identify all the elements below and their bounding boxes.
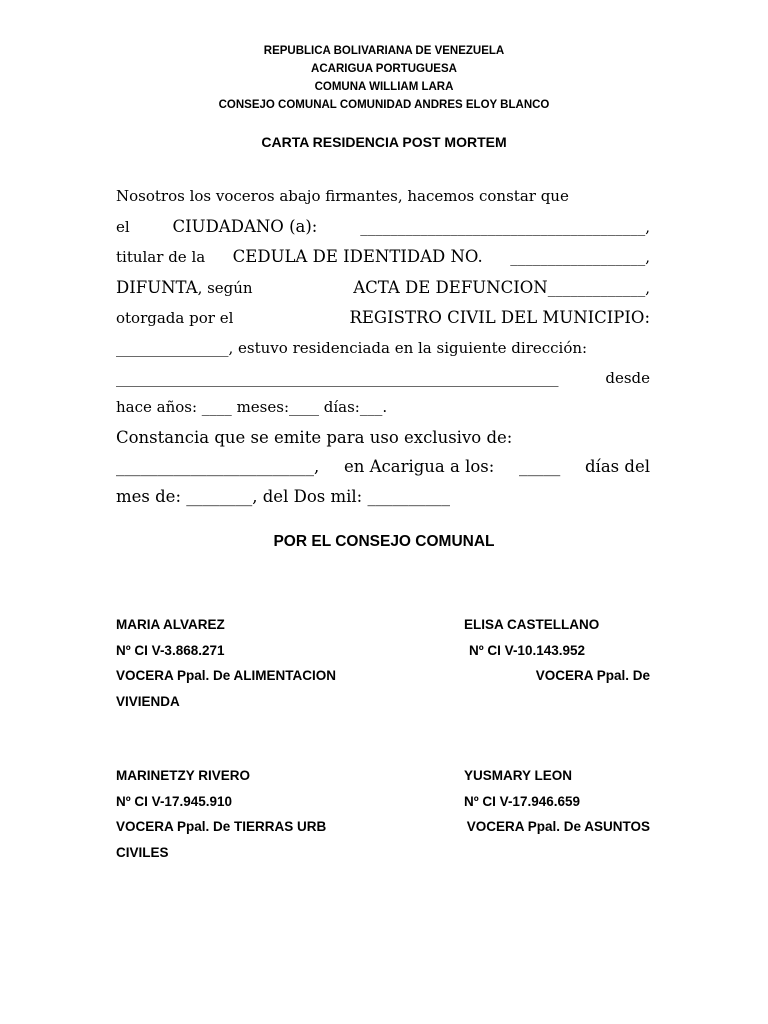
body-line-3 [116,242,650,273]
body-line-6-text: _______________, estuvo residenciada en la siguiente dirección: [116,338,588,357]
certificate-body [116,182,650,512]
id-card-blank: __________________, [510,248,650,267]
signatory-name: ELISA CASTELLANO [464,617,600,632]
body-line-10-days: días del [585,457,650,477]
header-city: ACARIGUA PORTUGUESA [311,63,457,75]
death-certificate-label: ACTA DE DEFUNCION [353,277,548,297]
body-line-9-text: Constancia que se emite para uso exclusivo de: [116,427,513,447]
body-line-4-segun: , según [197,278,253,297]
body-line-8 [116,393,650,423]
date-text: mes de: ________, del Dos mil: __________ [116,486,450,506]
signatory-maria-alvarez [116,612,386,714]
duration-text: hace años: ____ meses:____ días:___. [116,398,388,417]
body-line-2-el: el [116,217,130,236]
header-council: CONSEJO COMUNAL COMUNIDAD ANDRES ELOY BLANCO [218,99,550,111]
signatory-ci: Nº CI V-10.143.952 [469,642,586,658]
signatory-ci: Nº CI V-17.945.910 [116,793,233,809]
signatory-role: VOCERA Ppal. De ASUNTOS [466,819,650,834]
header-country: REPUBLICA BOLIVARIANA DE VENEZUELA [263,45,505,57]
header-comuna: COMUNA WILLIAM LARA [314,81,454,93]
citizen-label: CIUDADANO (a): [172,216,318,236]
civil-registry-label: REGISTRO CIVIL DEL MUNICIPIO: [349,308,650,328]
signatory-ci: Nº CI V-3.868.271 [116,642,225,658]
document-title: CARTA RESIDENCIA POST MORTEM [261,134,507,150]
body-line-5 [116,303,650,334]
body-line-7-desde: desde [605,368,650,387]
body-line-9 [116,423,650,453]
death-certificate-group [353,273,650,304]
address-blank: ___________________________________________________________ [116,368,559,387]
deceased-label: DIFUNTA [116,277,198,297]
deceased-group [116,273,253,304]
day-blank: _____ [519,457,561,477]
citizen-blank: ______________________________________, [360,217,650,236]
signatory-name: YUSMARY LEON [464,768,573,783]
signatory-yusmary-leon [410,763,650,840]
id-card-label: CEDULA DE IDENTIDAD NO. [232,247,483,267]
signatory-elisa-castellano [410,612,650,689]
body-line-4 [116,273,650,304]
signatory-role: VOCERA Ppal. De [535,668,650,683]
signatory-name: MARIA ALVAREZ [116,617,225,632]
council-section-title: POR EL CONSEJO COMUNAL [273,533,495,550]
body-line-5-prefix: otorgada por el [116,309,234,328]
signatory-role-continued: VIVIENDA [116,693,180,709]
letterhead [0,42,768,114]
body-line-10-city: en Acarigua a los: [343,457,495,477]
signatory-role-continued: CIVILES [116,844,169,860]
signatory-role: VOCERA Ppal. De ALIMENTACION [116,668,337,683]
signatory-role: VOCERA Ppal. De TIERRAS URB [116,819,327,834]
death-certificate-blank: _____________, [547,278,650,297]
purpose-blank: ________________________, [116,457,320,477]
body-line-2 [116,212,650,243]
signatory-marinetzy-rivero [116,763,386,865]
signatory-ci: Nº CI V-17.946.659 [464,793,581,809]
body-line-10 [116,452,650,482]
body-line-6 [116,334,650,364]
body-line-11 [116,482,650,512]
body-line-1-text: Nosotros los voceros abajo firmantes, hacemos constar que [116,187,569,205]
body-line-1 [116,182,650,212]
body-line-7 [116,364,650,394]
signatory-name: MARINETZY RIVERO [116,768,251,783]
body-line-3-prefix: titular de la [116,248,206,267]
